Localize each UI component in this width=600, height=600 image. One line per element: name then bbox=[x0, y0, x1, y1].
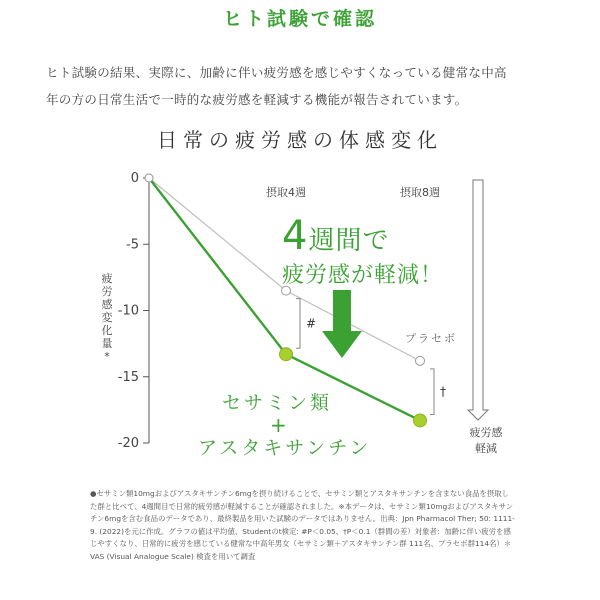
placebo-label: プラセボ bbox=[405, 332, 457, 345]
y-tick-label: -15 bbox=[117, 369, 139, 385]
week4-significance bbox=[296, 299, 316, 349]
active-data-point bbox=[414, 414, 427, 427]
footnote: ●セサミン類10mgおよびアスタキサンチン6mgを摂り続けることで、セサミン類とアスタキサンチンを含まない食品を摂取した群と比べて、4週間目で日常的疲労感が軽減することが確認されました。※本データは、セサミン類10mgおよびアスタキサンチン6mgを含む食品のデータであり、最終製品を用いた試験のデータではありません。出典：Jpn Pharmacol Ther; 50: 1111-9. (2022)を元に作成。グラフの値は平均値、Studentのt検定: #P＜0.05、†P＜0.1（群間の差）対象者：加齢に伴い疲労を感じやすくなり、日常的に疲労を感じている健常な中高年男女（セサミン類＋アスタキサンチン群 111名、プラセボ群114名）＊VAS (Visual Analogue Scale) 検査を用いて調査 bbox=[90, 489, 515, 561]
y-tick-label: 0 bbox=[130, 171, 139, 186]
chart-title: 日常の疲労感の体感変化 bbox=[157, 128, 443, 152]
y-axis-label: 疲労感変化量* bbox=[101, 272, 113, 363]
x-category-label: 摂取8週 bbox=[400, 186, 440, 199]
significance-bracket bbox=[430, 369, 434, 415]
chart-axes bbox=[118, 171, 149, 451]
callout-weeks-text: 週間で bbox=[308, 226, 390, 256]
y-tick-label: -10 bbox=[117, 303, 139, 319]
relief-label-line-1: 疲労感 bbox=[469, 426, 503, 439]
relief-arrow-icon bbox=[468, 180, 488, 420]
y-tick-label: -5 bbox=[126, 237, 139, 253]
intro-text-line-2: 年の方の日常生活で一時的な疲労感を軽減する機能が報告されています。 bbox=[46, 92, 468, 107]
combo-label-astaxanthin: アスタキサンチン bbox=[198, 437, 372, 459]
significance-symbol: † bbox=[440, 384, 446, 399]
relief-arrow-label bbox=[456, 425, 516, 457]
combo-label-sesamin: セサミン類 bbox=[222, 392, 333, 414]
week8-significance bbox=[430, 369, 446, 415]
combo-plus: + bbox=[270, 413, 287, 437]
y-tick-label: -20 bbox=[117, 436, 139, 451]
callout-number: 4 bbox=[282, 213, 309, 259]
active-data-point bbox=[280, 348, 293, 361]
callout-fatigue-reduced: 疲労感が軽減！ bbox=[282, 263, 444, 288]
green-down-arrow-icon bbox=[322, 290, 362, 358]
intro-text-line-1: ヒト試験の結果、実際に、加齢に伴い疲労感を感じやすくなっている健常な中高 bbox=[46, 65, 507, 80]
section-heading: ヒト試験で確認 bbox=[222, 8, 377, 30]
relief-label-line-2: 軽減 bbox=[475, 442, 497, 455]
origin-point bbox=[145, 174, 153, 182]
x-category-label: 摂取4週 bbox=[266, 186, 306, 199]
significance-bracket bbox=[296, 299, 300, 349]
callout-four-weeks bbox=[282, 213, 389, 259]
placebo-data-point bbox=[416, 356, 425, 365]
significance-symbol: # bbox=[306, 316, 317, 331]
